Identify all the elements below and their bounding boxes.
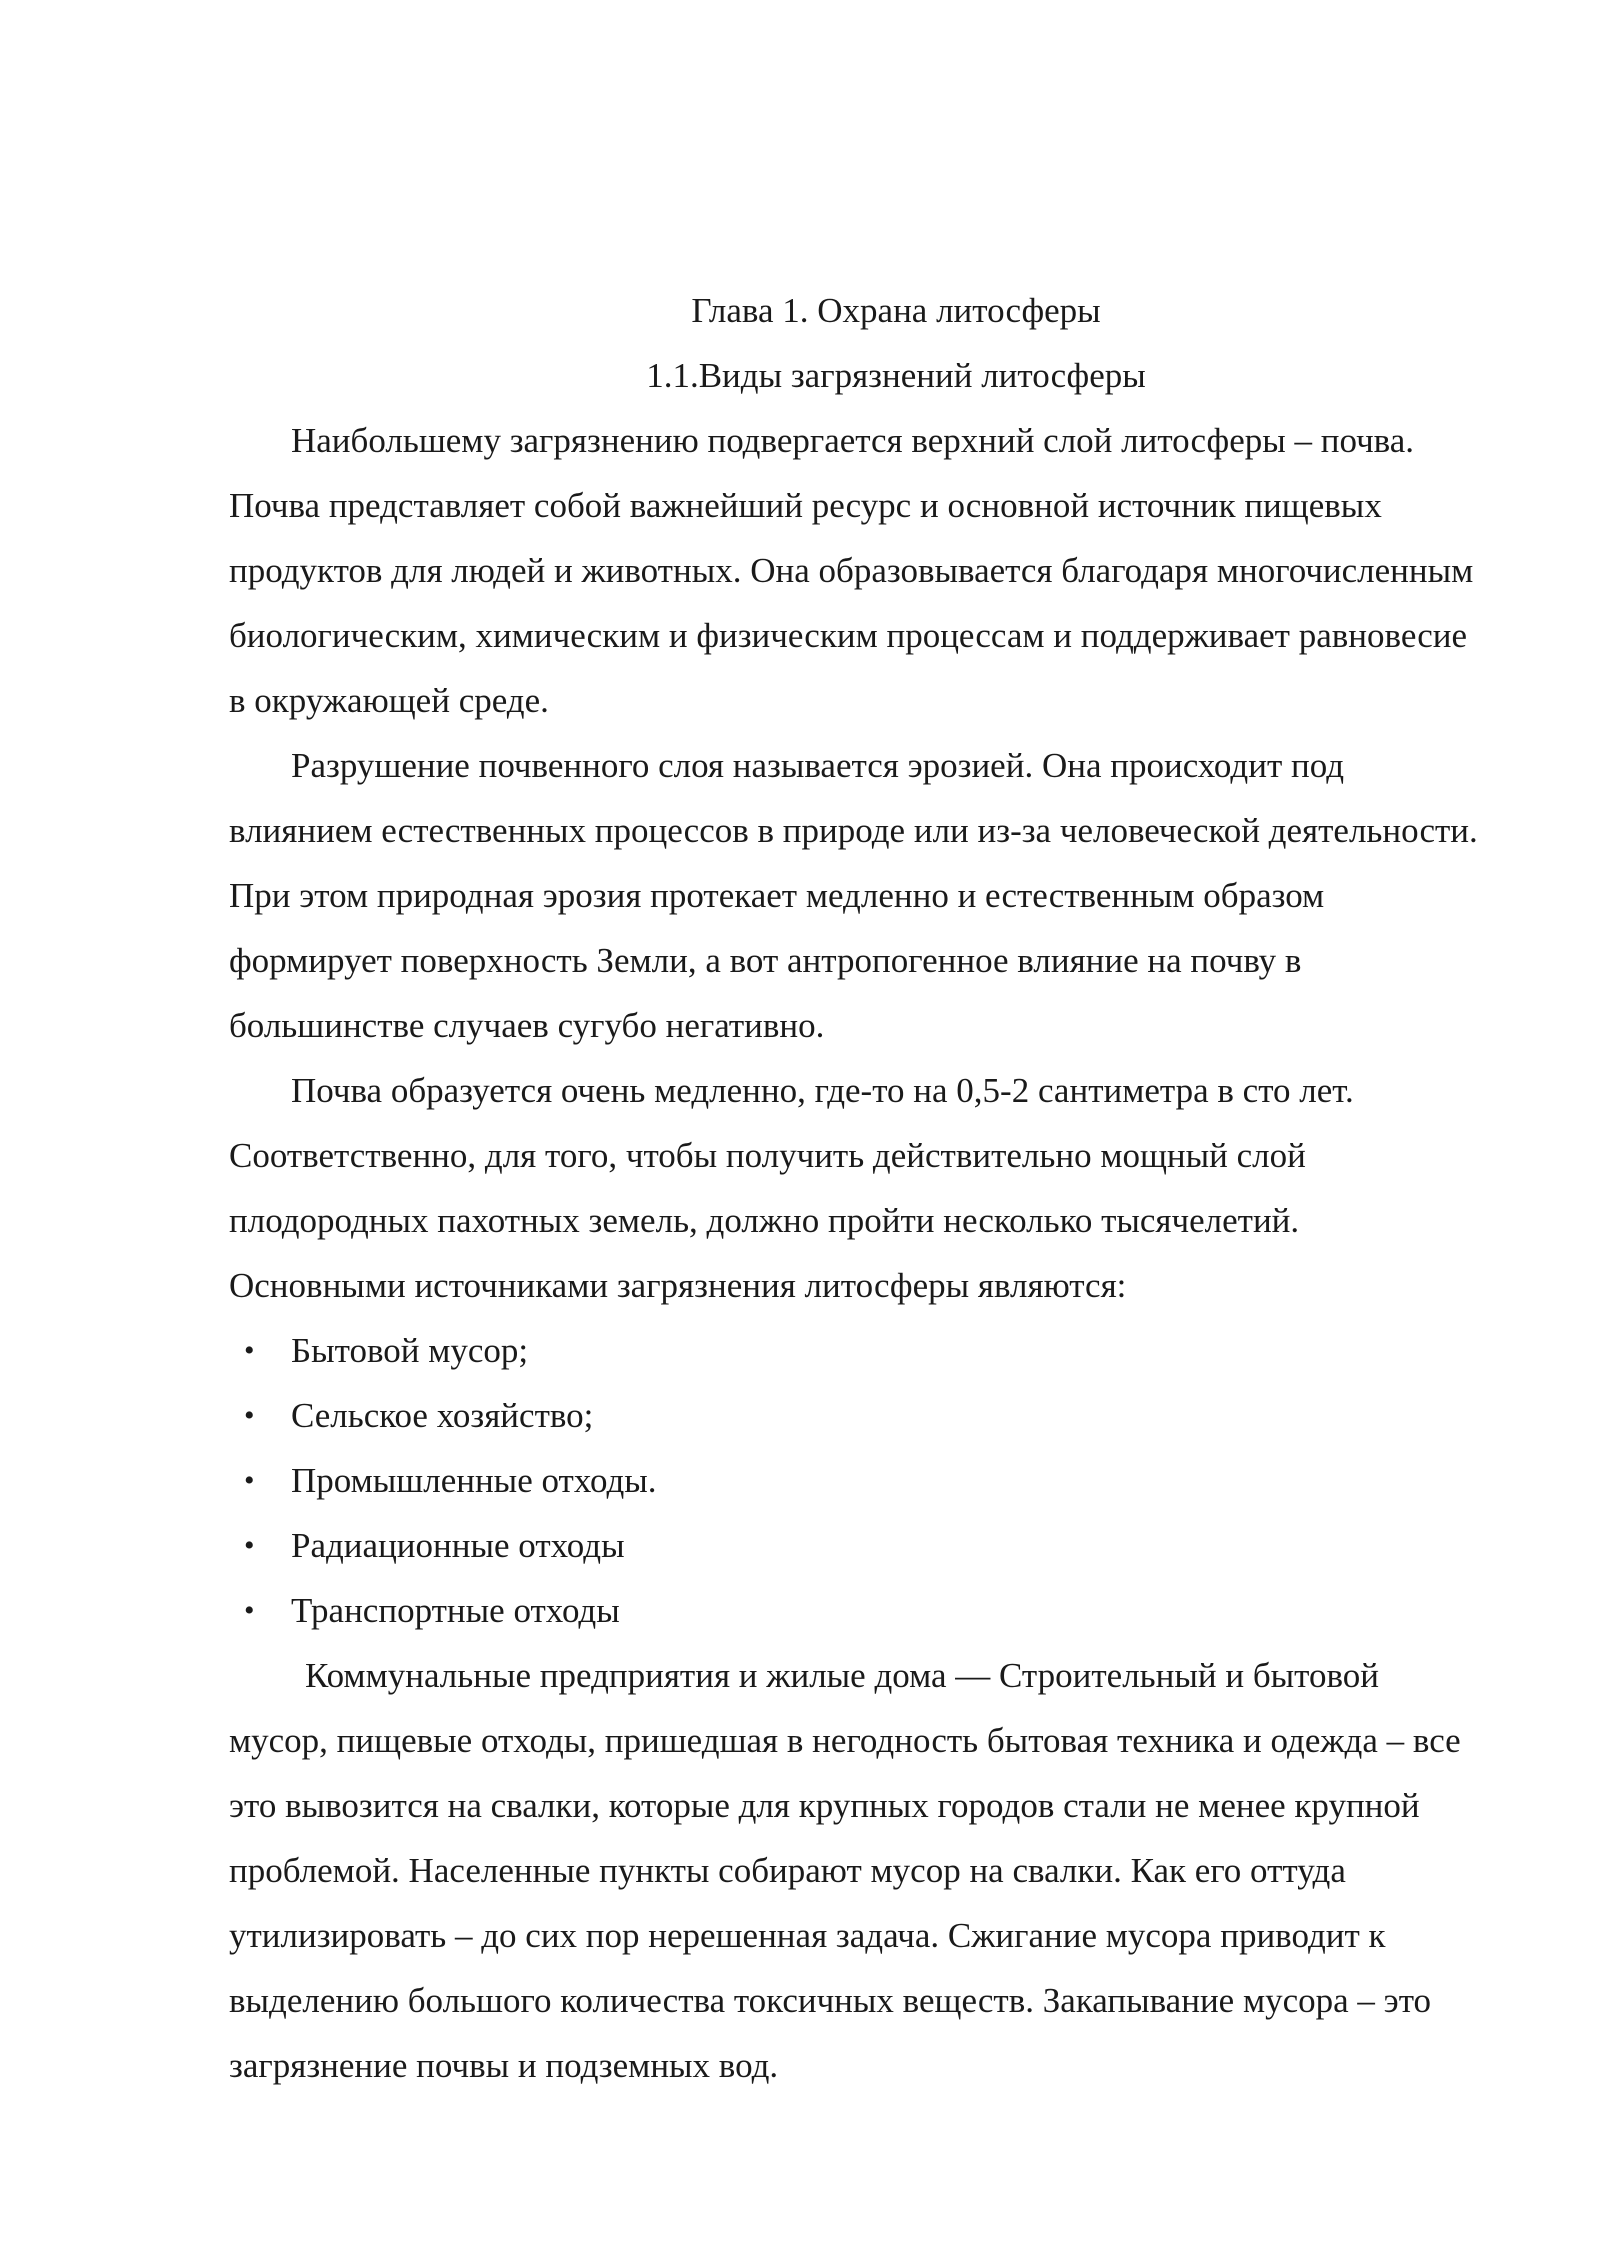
bullet-icon: •: [244, 1464, 255, 1497]
list-item-text: Транспортные отходы: [291, 1591, 620, 1630]
document-body: [229, 278, 1479, 2098]
list-item: [229, 1513, 1479, 1578]
list-item-text: Бытовой мусор;: [291, 1331, 529, 1370]
paragraph-erosion: Разрушение почвенного слоя называется эрозией. Она происходит под влиянием естественных процессов в природе или из-за человеческой деятельности. При этом природная эрозия протекает медленно и естественным образом формирует поверхность Земли, а вот антропогенное влияние на почву в большинстве случаев сугубо негативно.: [229, 746, 1478, 1045]
list-item: [229, 1383, 1479, 1448]
bullet-icon: •: [244, 1334, 255, 1367]
bullet-icon: •: [244, 1594, 255, 1627]
bullet-icon: •: [244, 1399, 255, 1432]
paragraph-municipal-waste: Коммунальные предприятия и жилые дома — Строительный и бытовой мусор, пищевые отходы, пришедшая в негодность бытовая техника и одежда – все это вывозится на свалки, которые для крупных городов стали не менее крупной проблемой. Населенные пункты собирают мусор на свалки. Как его оттуда утилизировать – до сих пор нерешенная задача. Сжигание мусора приводит к выделению большого количества токсичных веществ. Закапывание мусора – это загрязнение почвы и подземных вод.: [229, 1656, 1461, 2085]
list-item: [229, 1578, 1479, 1643]
chapter-title: Глава 1. Охрана литосферы: [691, 291, 1101, 330]
section-title: 1.1.Виды загрязнений литосферы: [646, 356, 1146, 395]
list-item-text: Радиационные отходы: [291, 1526, 625, 1565]
list-intro: Основными источниками загрязнения литосферы являются:: [229, 1266, 1127, 1305]
list-item-text: Сельское хозяйство;: [291, 1396, 594, 1435]
bullet-icon: •: [244, 1529, 255, 1562]
paragraph-soil-formation: Почва образуется очень медленно, где-то на 0,5-2 сантиметра в сто лет. Соответственно, для того, чтобы получить действительно мощный слой плодородных пахотных земель, должно пройти несколько тысячелетий.: [229, 1071, 1354, 1240]
paragraph-soil-pollution: Наибольшему загрязнению подвергается верхний слой литосферы – почва. Почва представляет собой важнейший ресурс и основной источник пищевых продуктов для людей и животных. Она образовывается благодаря многочисленным биологическим, химическим и физическим процессам и поддерживает равновесие в окружающей среде.: [229, 421, 1474, 720]
list-item-text: Промышленные отходы.: [291, 1461, 657, 1500]
list-item: [229, 1448, 1479, 1513]
list-item: [229, 1318, 1479, 1383]
pollution-sources-list: [229, 1318, 1479, 1643]
